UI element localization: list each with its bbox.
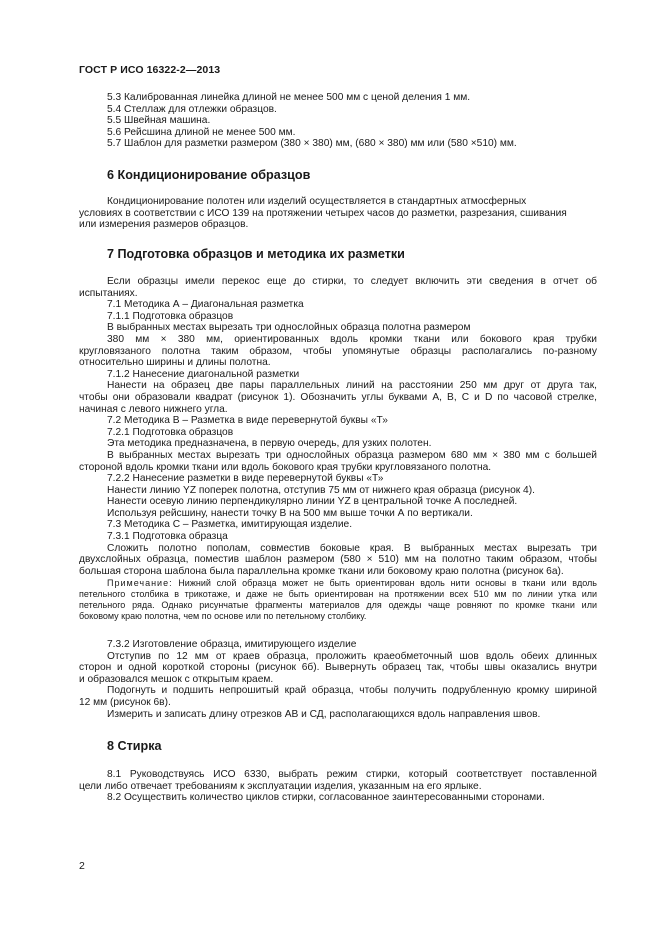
subsection-heading: 7.2 Методика В – Разметка в виде перевернутой буквы «Т» — [107, 415, 388, 427]
list-item: 5.7 Шаблон для разметки размером (380 × 380) мм, (680 × 380) мм или (580 ×510) мм. — [107, 138, 517, 150]
subsection-heading: 7.1.1 Подготовка образцов — [107, 310, 234, 322]
paragraph-line: Измерить и записать длину отрезков АВ и СД, располагающихся вдоль направления швов. — [107, 708, 541, 720]
paragraph-line: цели либо отвечает требованиям к эксплуатации изделия, указанным на его ярлыке. — [79, 780, 482, 792]
paragraph-line: Отступив по 12 мм от краев образца, проложить краеобметочный шов вдоль обеих длинных — [107, 650, 597, 662]
paragraph-line: Эта методика предназначена, в первую очередь, для узких полотен. — [107, 438, 432, 450]
paragraph-line: Сложить полотно пополам, совместив боковые края. В выбранных местах вырезать три — [107, 542, 597, 554]
subsection-heading: 7.1 Методика А – Диагональная разметка — [107, 299, 304, 311]
paragraph-line: чтобы они образовали квадрат (рисунок 1). Обозначить углы буквами А, В, С и D по часовой стрелке, — [79, 391, 597, 403]
subsection-heading: 7.2.1 Подготовка образцов — [107, 426, 234, 438]
list-item: 5.6 Рейсшина длиной не менее 500 мм. — [107, 126, 296, 138]
paragraph-line: Кондиционирование полотен или изделий осуществляется в стандартных атмосферных — [107, 196, 527, 207]
paragraph-line: Подогнуть и подшить непрошитый край образца, чтобы получить подрубленную кромку шириной — [107, 685, 597, 697]
note-line: петельного ряда. Однако рисунчатые фрагменты материалов для одежды чаще ровняют по кромке ткани или — [79, 600, 597, 611]
paragraph-line: относительно ширины и длины полотна. — [79, 357, 271, 369]
note-line: боковому краю полотна, чем по основе или по петельному столбику. — [79, 611, 367, 622]
section-6-heading: 6 Кондиционирование образцов — [107, 168, 311, 182]
note-text: Нижний слой образца может не быть ориентирован вдоль нити основы в ткани или вдоль — [178, 578, 597, 588]
paragraph-line: Нанести линию YZ поперек полотна, отступив 75 мм от нижнего края образца (рисунок 4). — [107, 484, 535, 496]
section-7-3-2-body — [79, 639, 597, 720]
paragraph-line: испытаниях. — [79, 287, 138, 299]
paragraph-line: 12 мм (рисунок 6в). — [79, 696, 171, 708]
paragraph-line: Используя рейсшину, нанести точку В на 500 мм выше точки А по вертикали. — [107, 507, 473, 519]
list-item: 5.4 Стеллаж для отлежки образцов. — [107, 103, 277, 115]
paragraph-line: и образовался мешок с открытым краем. — [79, 673, 274, 685]
note-line: петельного столбика в трикотаже, и даже не быть ориентирован на протяжении всех 510 мм по линии утка или — [79, 589, 597, 600]
paragraph-line: Нанести на образец две пары параллельных линий на расстоянии 250 мм друг от друга так, — [107, 380, 597, 392]
list-item: 5.5 Швейная машина. — [107, 115, 211, 127]
subsection-heading: 7.1.2 Нанесение диагональной разметки — [107, 368, 300, 380]
subsection-heading: 7.2.2 Нанесение разметки в виде перевернутой буквы «Т» — [107, 473, 384, 485]
section-7-body — [79, 276, 597, 577]
paragraph-line: большая сторона шаблона была параллельна кромке ткани или боковому краю полотна (рисунок 6а). — [79, 565, 564, 577]
subsection-heading: 7.3 Методика С – Разметка, имитирующая изделие. — [107, 519, 353, 531]
subsection-heading: 7.3.1 Подготовка образца — [107, 531, 228, 543]
paragraph-line: кругловязаного полотна таким образом, чтобы упомянутые образцы располагались по-разному — [79, 345, 597, 357]
note-label: Примечание: — [107, 578, 173, 588]
section-8-body — [79, 769, 597, 804]
note-block — [79, 578, 597, 622]
subsection-heading: 7.3.2 Изготовление образца, имитирующего изделие — [107, 639, 357, 650]
paragraph-line: 8.1 Руководствуясь ИСО 6330, выбрать режим стирки, который соответствует поставленной — [107, 769, 597, 780]
section-8-heading: 8 Стирка — [107, 739, 162, 753]
page-number: 2 — [79, 860, 85, 872]
paragraph-line: начиная с левого нижнего угла. — [79, 403, 228, 415]
paragraph-line: двухслойных образца, поместив шаблон размером (580 × 510) мм на полотно таким образом, чтобы — [79, 554, 597, 566]
paragraph-line: стороной вдоль кромки ткани или вдоль бокового края трубки кругловязаного полотна. — [79, 461, 492, 473]
paragraph-line: 8.2 Осуществить количество циклов стирки, согласованное заинтересованными сторонами. — [107, 792, 545, 804]
running-header: ГОСТ Р ИСО 16322-2—2013 — [79, 64, 221, 76]
section-6-body — [79, 196, 597, 231]
paragraph-line: или измерения размеров образцов. — [79, 219, 249, 231]
note-line — [79, 578, 597, 589]
section-7-heading: 7 Подготовка образцов и методика их разметки — [107, 247, 405, 261]
paragraph-line: условиях в соответствии с ИСО 139 на протяжении четырех часов до разметки, разрезания, сшивания — [79, 207, 567, 219]
paragraph-line: Если образцы имели перекос еще до стирки, то следует включить эти сведения в отчет об — [107, 276, 597, 287]
list-item: 5.3 Калиброванная линейка длиной не менее 500 мм с ценой деления 1 мм. — [107, 92, 471, 103]
paragraph-line: В выбранных местах вырезать три однослойных образца полотна размером — [107, 322, 471, 334]
paragraph-line: Нанести осевую линию перпендикулярно линии YZ в центральной точке А последней. — [107, 496, 518, 508]
paragraph-line: 380 мм × 380 мм, ориентированных вдоль кромки ткани или бокового края трубки — [107, 333, 597, 345]
paragraph-line: сторон и одной короткой стороны (рисунок 6б). Вывернуть образец так, чтобы швы оказались внутри — [79, 662, 597, 674]
equipment-list — [79, 92, 597, 150]
paragraph-line: В выбранных местах вырезать три однослойных образца размером 680 мм × 380 мм с большей — [107, 449, 597, 461]
